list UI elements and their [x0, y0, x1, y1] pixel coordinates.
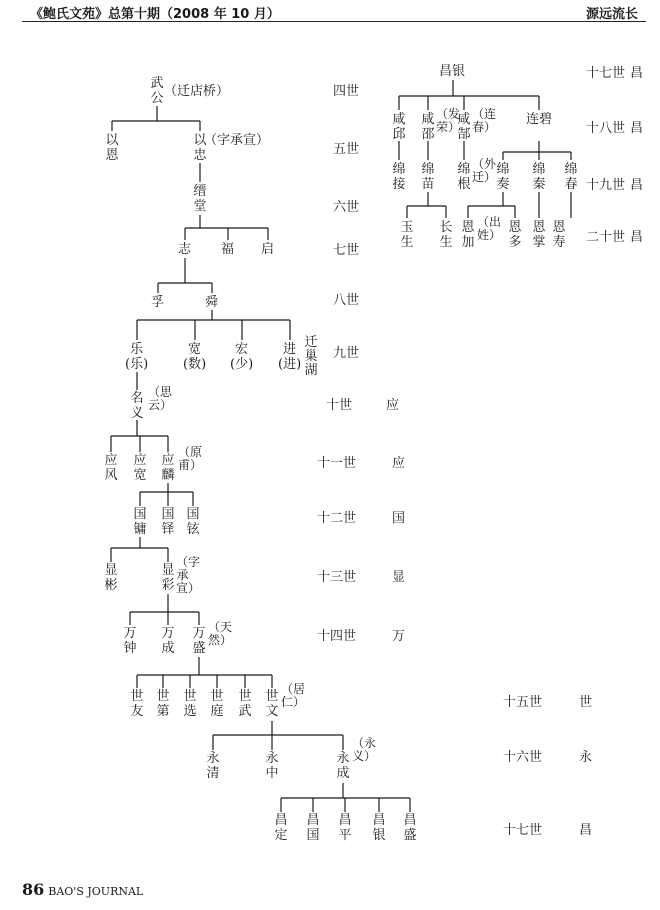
person-mianchun: 绵春 [564, 162, 578, 192]
person-changsheng2: 长生 [439, 220, 453, 250]
person-changping: 昌平 [338, 813, 352, 843]
person-shidi: 世第 [156, 689, 170, 719]
generation-char: 国 [392, 511, 406, 526]
person-note: （字承宣） [204, 133, 270, 148]
generation-char: 昌 [630, 66, 644, 81]
person-note: （永义） [352, 736, 377, 763]
person-miangen: 绵根 [457, 162, 471, 192]
generation-label: 二十世 [586, 230, 626, 245]
person-lianbi: 连碧 [526, 112, 553, 127]
generation-char: 昌 [630, 121, 644, 136]
person-guoxuan: 国铉 [186, 507, 200, 537]
person-qi: 启 [261, 242, 275, 257]
generation-char: 显 [392, 570, 406, 585]
generation-label: 十七世 [503, 823, 543, 838]
person-hong: 宏 [235, 342, 249, 357]
person-shiwu: 世武 [238, 689, 252, 719]
person-xiancai: 显彩 [161, 563, 175, 593]
person-yusheng: 玉生 [400, 220, 414, 250]
person-mianmiao: 绵苗 [421, 162, 435, 192]
person-guoyong: 国镛 [133, 507, 147, 537]
person-yizhong: 以忠 [193, 133, 207, 163]
person-jintang: 缙堂 [193, 184, 207, 214]
generation-label: 十一世 [317, 456, 357, 471]
generation-label: 九世 [333, 346, 360, 361]
generation-label: 十六世 [503, 750, 543, 765]
journal-issue-title: 《鲍氏文苑》总第十期（2008 年 10 月） [30, 7, 280, 22]
person-note: （出姓） [477, 215, 502, 242]
generation-label: 六世 [333, 200, 360, 215]
person-shiyou: 世友 [130, 689, 144, 719]
generation-char: 应 [386, 398, 400, 413]
person-note: （天然） [208, 620, 233, 647]
person-note: (进) [278, 357, 302, 372]
person-mianqin: 绵秦 [532, 162, 546, 192]
person-xianbin: 显彬 [104, 563, 118, 593]
person-changyin-root: 昌银 [439, 64, 466, 79]
person-yien: 以恩 [105, 133, 119, 163]
person-zhi: 志 [178, 242, 192, 257]
person-kuan: 宽 [188, 342, 202, 357]
generation-char: 应 [392, 456, 406, 471]
person-note: （字承宣） [176, 555, 201, 595]
generation-label: 十四世 [317, 629, 357, 644]
migration-note: 迁巢湖 [304, 335, 318, 378]
person-note: （发荣） [436, 107, 461, 134]
person-changguo: 昌国 [306, 813, 320, 843]
page-number: 86 [22, 880, 45, 899]
person-enjia: 恩加 [461, 220, 475, 250]
generation-label: 十九世 [586, 178, 626, 193]
person-note: (数) [183, 357, 207, 372]
person-shiting: 世庭 [210, 689, 224, 719]
person-note: (少) [230, 357, 254, 372]
generation-label: 十二世 [317, 511, 357, 526]
person-fu: 福 [221, 242, 235, 257]
person-wugong: 武公 [150, 76, 164, 106]
person-note: （思云） [148, 385, 173, 412]
person-yongqing: 永清 [206, 751, 220, 781]
person-note: （居仁） [281, 682, 306, 709]
person-yinglin: 应麟 [161, 453, 175, 483]
person-mianjie: 绵接 [392, 162, 406, 192]
generation-char: 万 [392, 629, 406, 644]
generation-char: 昌 [579, 823, 593, 838]
generation-label: 七世 [333, 243, 360, 258]
generation-char: 世 [579, 695, 593, 710]
person-xiangao: 咸郜 [457, 112, 471, 142]
person-enduo: 恩多 [508, 220, 522, 250]
person-enshou: 恩寿 [552, 220, 566, 250]
person-shixuan: 世选 [183, 689, 197, 719]
generation-char: 昌 [630, 178, 644, 193]
generation-label: 十七世 [586, 66, 626, 81]
person-mingyi: 名义 [130, 391, 144, 421]
person-xianshao: 咸邵 [421, 112, 435, 142]
person-changsheng: 昌盛 [403, 813, 417, 843]
generation-label: 十八世 [586, 121, 626, 136]
person-wancheng: 万成 [161, 626, 175, 656]
generation-label: 十五世 [503, 695, 543, 710]
person-note: （原甫） [178, 445, 203, 472]
person-le: 乐 [130, 342, 144, 357]
person-mianzou: 绵奏 [496, 162, 510, 192]
person-wanzhong: 万钟 [123, 626, 137, 656]
person-shiwen: 世文 [265, 689, 279, 719]
person-note: （外迁） [472, 157, 497, 184]
generation-label: 四世 [333, 84, 360, 99]
person-changyin: 昌银 [372, 813, 386, 843]
journal-name: BAO'S JOURNAL [48, 885, 144, 898]
person-fu2: 孚 [151, 295, 165, 310]
section-title: 源远流长 [585, 7, 638, 22]
person-note: （迁店桥） [164, 84, 230, 99]
person-note: （连春） [472, 107, 497, 134]
generation-char: 永 [579, 750, 593, 765]
person-changding: 昌定 [274, 813, 288, 843]
person-shun: 舜 [205, 295, 219, 310]
person-yingkuan: 应宽 [133, 453, 147, 483]
generation-char: 昌 [630, 230, 644, 245]
generation-label: 五世 [333, 142, 360, 157]
person-note: (乐) [125, 357, 149, 372]
person-xianqiu: 咸邱 [392, 112, 406, 142]
person-wansheng: 万盛 [192, 626, 206, 656]
generation-label: 十世 [326, 398, 353, 413]
person-guoduo: 国铎 [161, 507, 175, 537]
person-yingfeng: 应风 [104, 453, 118, 483]
person-enzhang: 恩掌 [532, 220, 546, 250]
generation-label: 八世 [333, 293, 360, 308]
person-yongzhong: 永中 [265, 751, 279, 781]
person-yongcheng: 永成 [336, 751, 350, 781]
page-footer [22, 880, 143, 899]
generation-label: 十三世 [317, 570, 357, 585]
person-jin: 进 [283, 342, 297, 357]
